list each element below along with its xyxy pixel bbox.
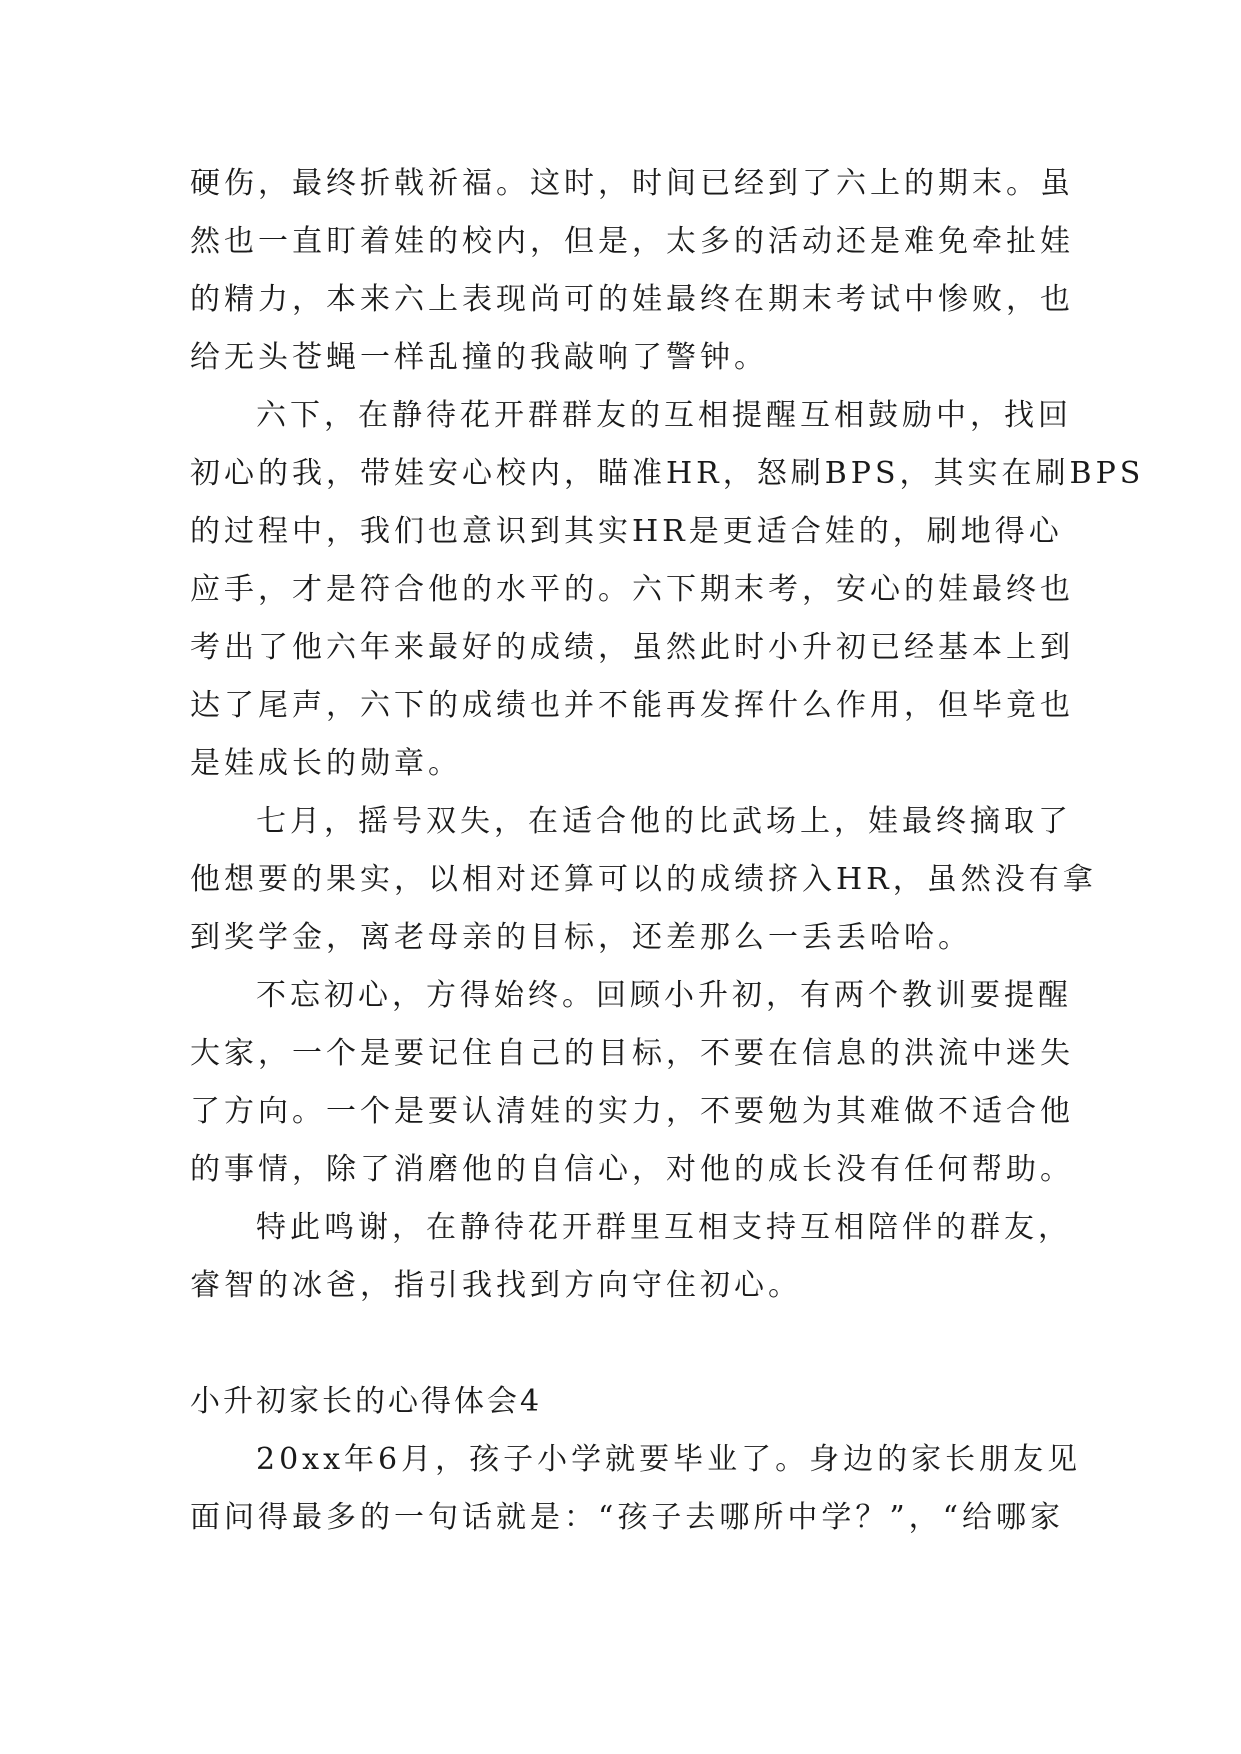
text-line: 六下，在静待花开群群友的互相提醒互相鼓励中，找回 <box>256 398 1072 433</box>
text-line: 给无头苍蝇一样乱撞的我敲响了警钟。 <box>190 340 768 375</box>
paragraph-6 <box>190 1431 1082 1547</box>
text-line: 到奖学金，离老母亲的目标，还差那么一丢丢哈哈。 <box>190 920 972 955</box>
text-line: 的过程中，我们也意识到其实HR是更适合娃的，刷地得心 <box>190 514 1063 549</box>
text-line: 是娃成长的勋章。 <box>190 746 462 781</box>
text-line: 的事情，除了消磨他的自信心，对他的成长没有任何帮助。 <box>190 1152 1074 1187</box>
text-line: 睿智的冰爸，指引我找到方向守住初心。 <box>190 1268 802 1303</box>
text-line: 不忘初心，方得始终。回顾小升初，有两个教训要提醒 <box>256 978 1072 1013</box>
text-line: 特此鸣谢，在静待花开群里互相支持互相陪伴的群友， <box>256 1210 1072 1245</box>
text-line: 20xx年6月，孩子小学就要毕业了。身边的家长朋友见 <box>256 1442 1082 1477</box>
paragraph-1 <box>190 155 1074 387</box>
text-line: 了方向。一个是要认清娃的实力，不要勉为其难做不适合他 <box>190 1094 1074 1129</box>
text-line: 的精力，本来六上表现尚可的娃最终在期末考试中惨败，也 <box>190 282 1074 317</box>
text-line: 面问得最多的一句话就是：“孩子去哪所中学？”，“给哪家 <box>190 1500 1065 1535</box>
document-body <box>190 155 1145 1547</box>
paragraph-3 <box>190 793 1097 967</box>
text-line: 应手，才是符合他的水平的。六下期末考，安心的娃最终也 <box>190 572 1074 607</box>
paragraph-5 <box>190 1199 1072 1315</box>
text-line: 他想要的果实，以相对还算可以的成绩挤入HR，虽然没有拿 <box>190 862 1097 897</box>
text-line: 大家，一个是要记住自己的目标，不要在信息的洪流中迷失 <box>190 1036 1074 1071</box>
text-line: 然也一直盯着娃的校内，但是，太多的活动还是难免牵扯娃 <box>190 224 1074 259</box>
section-heading: 小升初家长的心得体会4 <box>190 1384 543 1419</box>
text-line: 达了尾声，六下的成绩也并不能再发挥什么作用，但毕竟也 <box>190 688 1074 723</box>
paragraph-4 <box>190 967 1074 1199</box>
text-line: 硬伤，最终折戟祈福。这时，时间已经到了六上的期末。虽 <box>190 166 1074 201</box>
text-line: 七月，摇号双失，在适合他的比武场上，娃最终摘取了 <box>256 804 1072 839</box>
text-line: 考出了他六年来最好的成绩，虽然此时小升初已经基本上到 <box>190 630 1074 665</box>
text-line: 初心的我，带娃安心校内，瞄准HR，怒刷BPS，其实在刷BPS <box>190 456 1145 491</box>
paragraph-2 <box>190 387 1145 793</box>
